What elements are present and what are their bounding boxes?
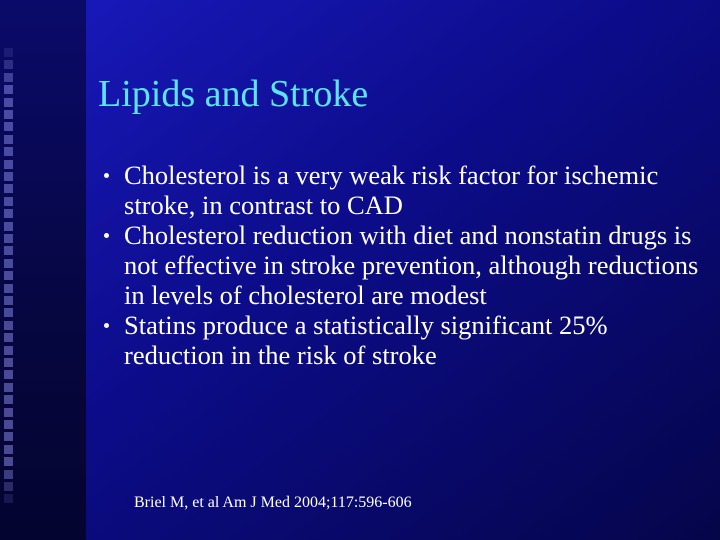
square-tile	[4, 246, 13, 255]
square-tile	[4, 408, 13, 417]
square-tile	[4, 470, 13, 479]
bullet-text: Statins produce a statistically significant 25% reduction in the risk of stroke	[124, 310, 608, 370]
square-tile	[4, 321, 13, 330]
square-tile	[4, 184, 13, 193]
bullet-item	[110, 160, 710, 220]
square-tile	[4, 346, 13, 355]
square-tile	[4, 308, 13, 317]
square-tile	[4, 271, 13, 280]
side-decoration	[0, 0, 86, 540]
square-tile	[4, 197, 13, 206]
bullet-icon	[104, 173, 109, 178]
bullet-text: Cholesterol reduction with diet and nonstatin drugs is not effective in stroke prevention, although reductions in levels of cholesterol are modest	[124, 220, 699, 310]
square-tile	[4, 60, 13, 69]
square-tile	[4, 135, 13, 144]
square-tile	[4, 73, 13, 82]
square-tile	[4, 122, 13, 131]
square-tile	[4, 222, 13, 231]
bullet-list	[110, 160, 710, 370]
square-tile	[4, 370, 13, 379]
square-tile	[4, 98, 13, 107]
bullet-item	[110, 310, 710, 370]
square-tile	[4, 420, 13, 429]
slide-title: Lipids and Stroke	[98, 73, 369, 115]
square-tile	[4, 482, 13, 491]
bullet-item	[110, 220, 710, 310]
square-tile	[4, 160, 13, 169]
square-tile	[4, 395, 13, 404]
square-tile	[4, 110, 13, 119]
citation: Briel M, et al Am J Med 2004;117:596-606	[134, 494, 412, 511]
square-tile	[4, 445, 13, 454]
square-tile	[4, 358, 13, 367]
square-tile	[4, 432, 13, 441]
square-tile	[4, 85, 13, 94]
square-tile	[4, 284, 13, 293]
square-tile	[4, 383, 13, 392]
square-tile	[4, 172, 13, 181]
bullet-text: Cholesterol is a very weak risk factor for ischemic stroke, in contrast to CAD	[124, 160, 659, 220]
bullet-icon	[104, 323, 109, 328]
square-tile	[4, 457, 13, 466]
square-tile	[4, 48, 13, 57]
bullet-icon	[104, 233, 109, 238]
square-tile	[4, 296, 13, 305]
square-tile	[4, 494, 13, 503]
square-pattern	[0, 48, 18, 508]
square-tile	[4, 259, 13, 268]
square-tile	[4, 234, 13, 243]
square-tile	[4, 209, 13, 218]
square-tile	[4, 333, 13, 342]
square-tile	[4, 147, 13, 156]
